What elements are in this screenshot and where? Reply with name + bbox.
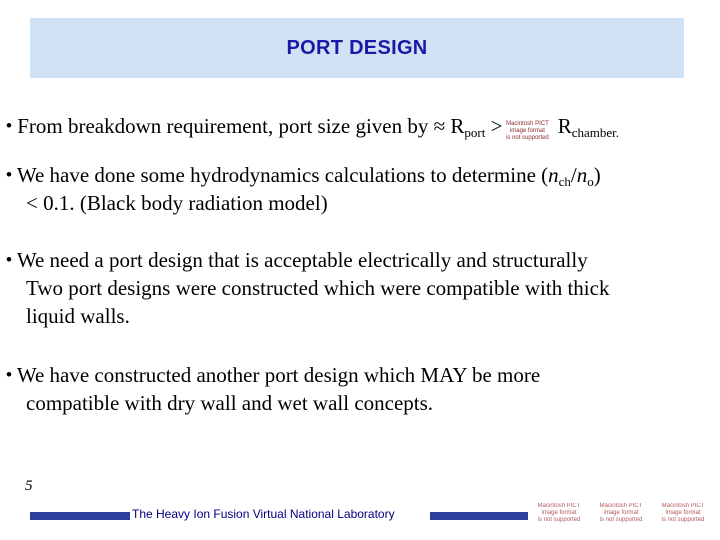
r-chamber: R xyxy=(552,114,572,138)
greater-than: > xyxy=(485,114,503,138)
footer-bar-left xyxy=(30,512,130,520)
var-n: n xyxy=(576,163,588,187)
var-n: n xyxy=(548,163,559,187)
footer-bar-right xyxy=(430,512,528,520)
slide-title: PORT DESIGN xyxy=(286,36,428,59)
title-banner xyxy=(30,18,684,78)
subscript-chamber: chamber. xyxy=(571,125,619,140)
footer-lab-name: The Heavy Ion Fusion Virtual National Laboratory xyxy=(132,507,395,521)
bullet-text-line2: Two port designs were constructed which were compatible with thick xyxy=(26,276,610,300)
bullet-text: From breakdown requirement, port size given by ≈ R xyxy=(11,114,465,138)
subscript-port: port xyxy=(464,125,486,140)
footer-unsupported-image-3: Macintosh PICT image format is not supported xyxy=(661,503,705,523)
bullet-text-line2: < 0.1. (Black body radiation model) xyxy=(26,191,328,215)
bullet-port-design-need xyxy=(6,246,711,330)
bullet-text-line3: liquid walls. xyxy=(26,304,130,328)
subscript-ch: ch xyxy=(558,174,571,189)
footer-unsupported-image-2: Macintosh PICT image format is not supported xyxy=(599,503,643,523)
bullet-text: We have constructed another port design which MAY be more xyxy=(11,363,541,387)
bullet-text: We need a port design that is acceptable electrically and structurally xyxy=(11,248,588,272)
page-number: 5 xyxy=(25,478,33,494)
bullet-text: We have done some hydrodynamics calculations to determine ( xyxy=(11,163,549,187)
bullet-port-size xyxy=(6,112,711,156)
bullet-dot: • xyxy=(6,165,12,184)
bullet-dot: • xyxy=(6,116,12,135)
close-paren: ) xyxy=(593,163,601,187)
bullet-dot: • xyxy=(6,250,12,269)
bullet-dot: • xyxy=(6,365,12,384)
bullet-text-line2: compatible with dry wall and wet wall concepts. xyxy=(26,391,434,415)
footer-unsupported-image-1: Macintosh PICT image format is not supported xyxy=(537,503,581,523)
bullet-another-design xyxy=(6,361,711,417)
bullet-hydrodynamics xyxy=(6,161,711,217)
slash: / xyxy=(570,163,577,187)
subscript-o: o xyxy=(587,174,594,189)
unsupported-pict-image: Macintosh PICT image format is not supported xyxy=(506,121,549,141)
